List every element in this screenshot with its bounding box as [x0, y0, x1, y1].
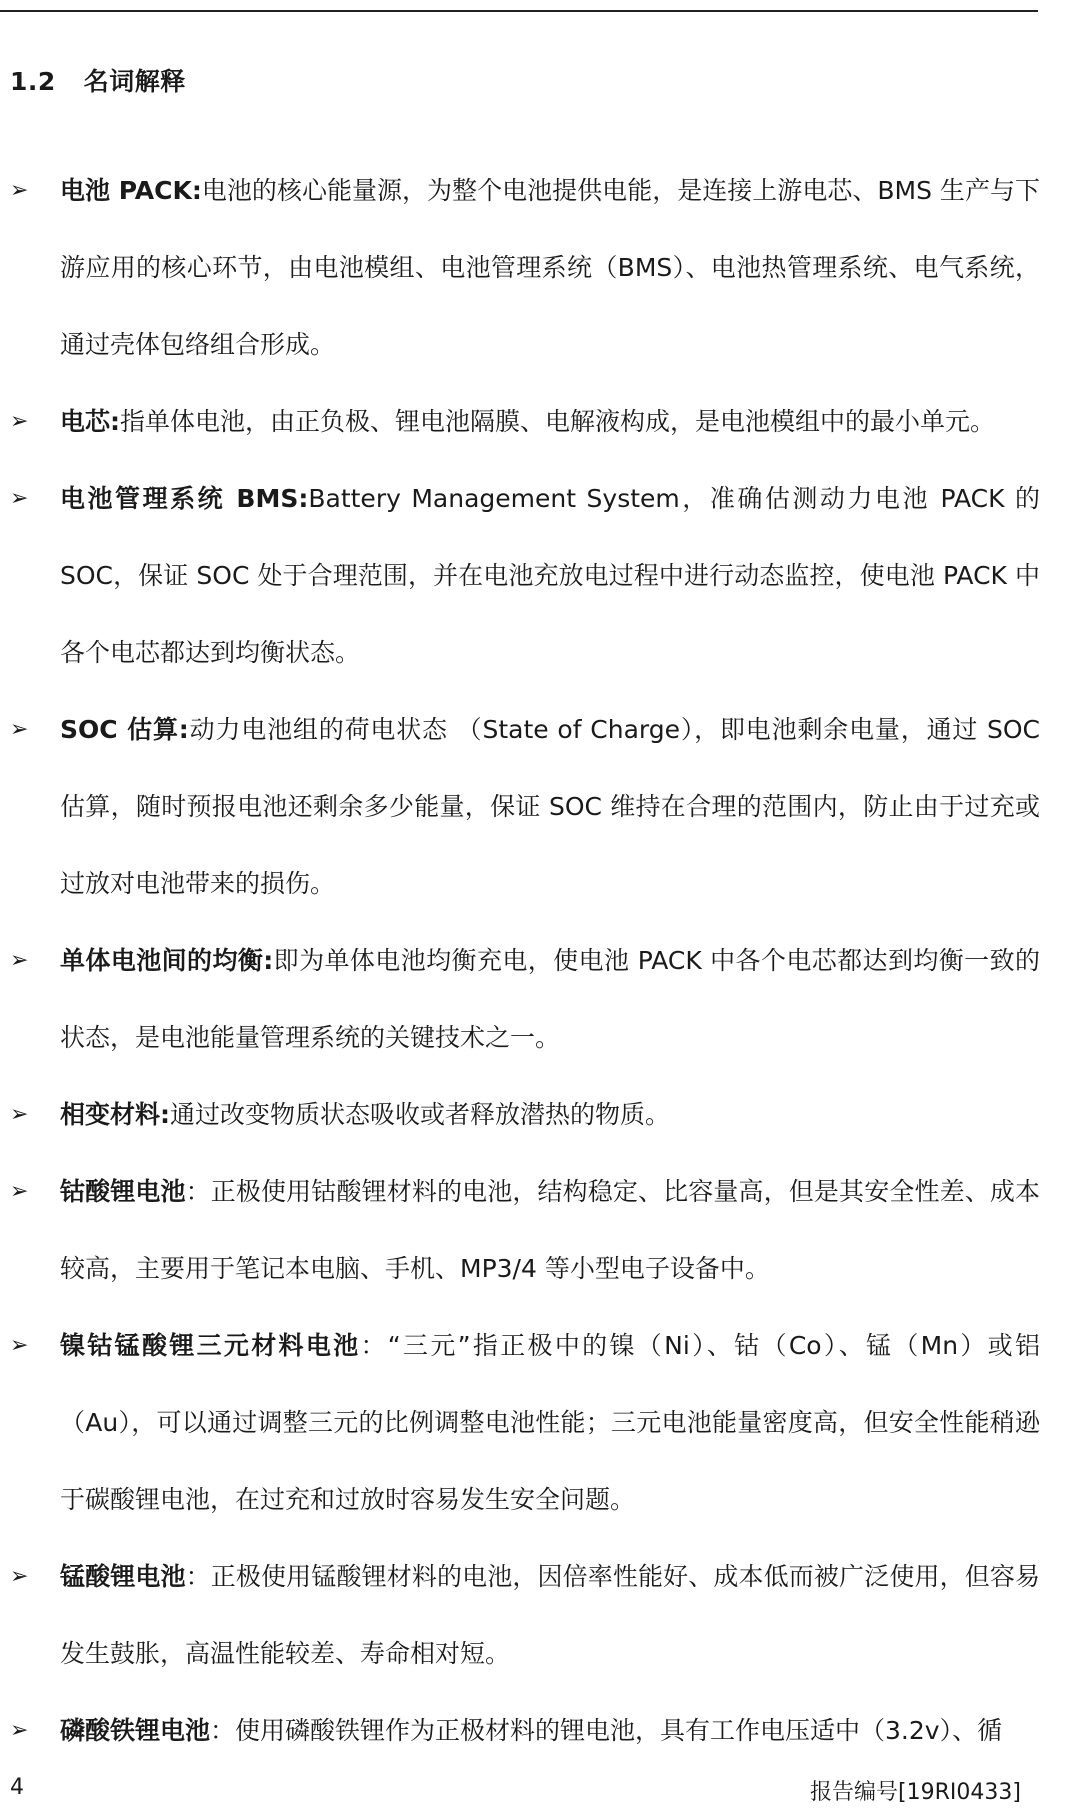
top-rule	[0, 10, 1038, 12]
glossary-definition: ：正极使用锰酸锂材料的电池，因倍率性能好、成本低而被广泛使用，但容易发生鼓胀，高温性能较差、寿命相对短。	[60, 1562, 1040, 1668]
glossary-definition: 通过改变物质状态吸收或者释放潜热的物质。	[170, 1100, 671, 1129]
glossary-definition: Battery Management System，准确估测动力电池 PACK 的 SOC，保证 SOC 处于合理范围，并在电池充放电过程中进行动态监控，使电池 PACK 中各个电芯都达到均衡状态。	[60, 484, 1041, 667]
section-title: 名词解释	[83, 67, 186, 96]
glossary-definition: ：“三元”指正极中的镍（Ni）、钴（Co）、锰（Mn）或铝（Au），可以通过调整三元的比例调整电池性能；三元电池能量密度高，但安全性能稍逊于碳酸锂电池，在过充和过放时容易发生安全问题。	[60, 1331, 1040, 1514]
arrow-bullet-icon: ➢	[10, 486, 29, 511]
glossary-term: 镍钴锰酸锂三元材料电池	[60, 1331, 361, 1360]
arrow-bullet-icon: ➢	[10, 717, 29, 742]
glossary-term: 电池管理系统 BMS:	[60, 484, 309, 513]
glossary-item-bms	[0, 460, 1060, 691]
arrow-bullet-icon: ➢	[10, 409, 29, 434]
glossary-term: 磷酸铁锂电池	[60, 1716, 211, 1745]
glossary-list	[0, 152, 1060, 1769]
arrow-bullet-icon: ➢	[10, 1102, 29, 1127]
section-number: 1.2	[10, 67, 56, 96]
arrow-bullet-icon: ➢	[10, 1179, 29, 1204]
glossary-definition: ：正极使用钴酸锂材料的电池，结构稳定、比容量高，但是其安全性差、成本较高，主要用于笔记本电脑、手机、MP3/4 等小型电子设备中。	[60, 1177, 1040, 1283]
glossary-item-battery-pack	[0, 152, 1060, 383]
glossary-term: 钴酸锂电池	[60, 1177, 186, 1206]
glossary-item-cell	[0, 383, 1060, 460]
arrow-bullet-icon: ➢	[10, 1333, 29, 1358]
glossary-item-balancing	[0, 922, 1060, 1076]
glossary-item-ncm	[0, 1307, 1060, 1538]
arrow-bullet-icon: ➢	[10, 178, 29, 203]
glossary-term: 电池 PACK:	[60, 176, 202, 205]
arrow-bullet-icon: ➢	[10, 1564, 29, 1589]
glossary-term: 锰酸锂电池	[60, 1562, 186, 1591]
glossary-item-lfp	[0, 1692, 1060, 1769]
glossary-item-soc	[0, 691, 1060, 922]
glossary-term: 电芯:	[60, 407, 120, 436]
glossary-item-lmo	[0, 1538, 1060, 1692]
glossary-term: 单体电池间的均衡:	[60, 946, 274, 975]
report-number: 报告编号[19RI0433]	[810, 1780, 1021, 1805]
section-heading	[10, 62, 186, 98]
glossary-definition: 电池的核心能量源，为整个电池提供电能，是连接上游电芯、BMS 生产与下游应用的核心环节，由电池模组、电池管理系统（BMS）、电池热管理系统、电气系统，通过壳体包络组合形成。	[60, 176, 1040, 359]
glossary-definition: 动力电池组的荷电状态 （State of Charge），即电池剩余电量，通过 SOC 估算，随时预报电池还剩余多少能量，保证 SOC 维持在合理的范围内，防止由于过充或过放对电池带来的损伤。	[60, 715, 1041, 898]
glossary-item-lco	[0, 1153, 1060, 1307]
glossary-term: SOC 估算:	[60, 715, 189, 744]
glossary-term: 相变材料:	[60, 1100, 170, 1129]
arrow-bullet-icon: ➢	[10, 1718, 29, 1743]
glossary-definition: 即为单体电池均衡充电，使电池 PACK 中各个电芯都达到均衡一致的状态，是电池能量管理系统的关键技术之一。	[60, 946, 1040, 1052]
arrow-bullet-icon: ➢	[10, 948, 29, 973]
glossary-definition: ：使用磷酸铁锂作为正极材料的锂电池，具有工作电压适中（3.2v）、循	[210, 1716, 1003, 1745]
glossary-item-phase-change	[0, 1076, 1060, 1153]
page-number: 4	[10, 1775, 24, 1800]
glossary-definition: 指单体电池，由正负极、锂电池隔膜、电解液构成，是电池模组中的最小单元。	[120, 407, 996, 436]
